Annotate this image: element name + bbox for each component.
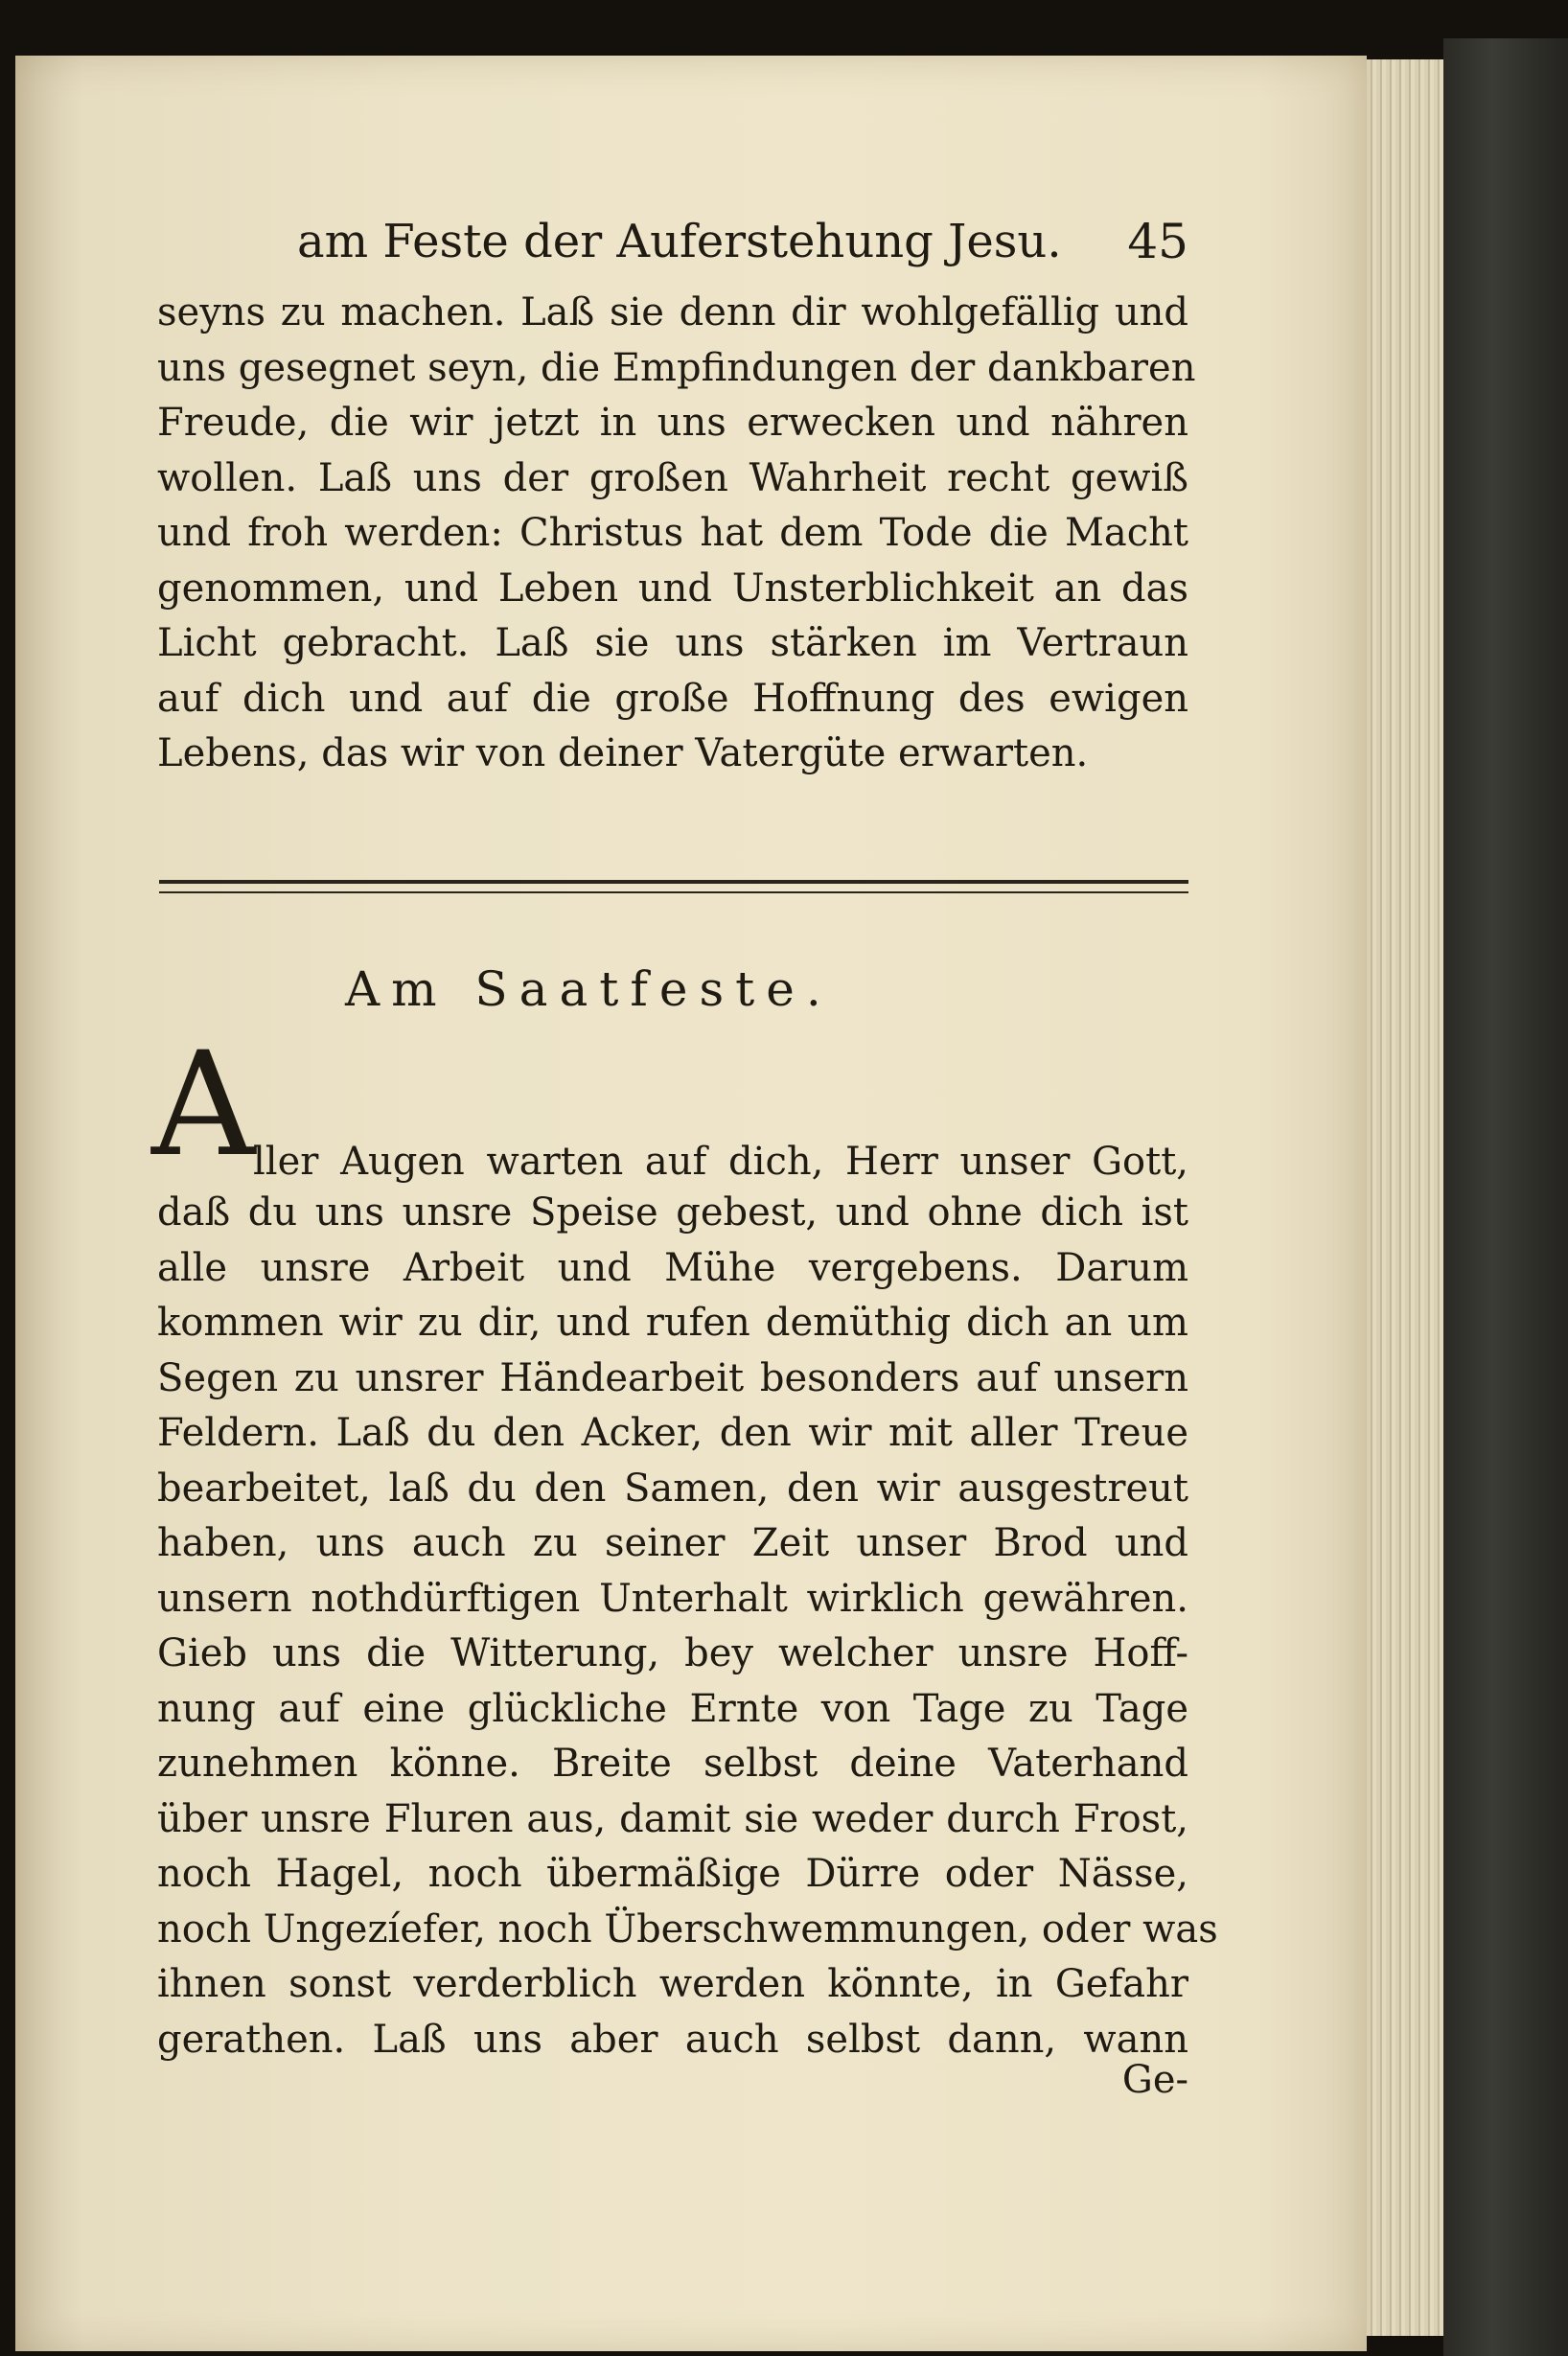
book-cover [1443, 38, 1568, 2356]
section-divider [159, 880, 1188, 893]
text-line: auf dich und auf die große Hoffnung des ewigen [157, 676, 1188, 721]
text-line: unsern nothdürftigen Unterhalt wirklich gewähren. [157, 1576, 1188, 1621]
page-edges [1367, 59, 1443, 2336]
text-line: bearbeitet, laß du den Samen, den wir ausgestreut [157, 1466, 1188, 1511]
text-line: genommen, und Leben und Unsterblichkeit an das [157, 566, 1188, 611]
text-line: gerathen. Laß uns aber auch selbst dann, wann [157, 2017, 1188, 2062]
text-line: Segen zu unsrer Händearbeit besonders auf unsern [157, 1355, 1188, 1400]
text-line: und froh werden: Christus hat dem Tode die Macht [157, 511, 1188, 555]
text-line: seyns zu machen. Laß sie denn dir wohlgefällig und [157, 290, 1188, 335]
text-line: Feldern. Laß du den Acker, den wir mit aller Treue [157, 1411, 1188, 1455]
text-line: alle unsre Arbeit und Mühe vergebens. Darum [157, 1245, 1188, 1290]
text-line: ller Augen warten auf dich, Herr unser Gott, [253, 1140, 1188, 1184]
catchword: Ge- [1121, 2058, 1188, 2102]
text-line: Lebens, das wir von deiner Vatergüte erwarten. [157, 731, 1089, 775]
prayer-first-line [253, 1135, 1188, 1190]
drop-cap-initial: A [151, 1022, 256, 1189]
text-line: noch Ungezíefer, noch Überschwemmungen, oder was [157, 1906, 1218, 1952]
page-number: 45 [1127, 214, 1188, 269]
text-line: Freude, die wir jetzt in uns erwecken und nähren [157, 401, 1188, 445]
prayer-ending-text [157, 286, 1196, 782]
section-title: Am Saatfeste. [345, 961, 833, 1017]
text-line: ihnen sonst verderblich werden könnte, in Gefahr [157, 1962, 1188, 2006]
text-line: noch Hagel, noch übermäßige Dürre oder Nässe, [157, 1852, 1188, 1896]
text-line: wollen. Laß uns der großen Wahrheit recht gewiß [157, 455, 1188, 500]
prayer-text [157, 1186, 1218, 2067]
running-title: am Feste der Auferstehung Jesu. [297, 215, 1062, 268]
text-line: über unsre Fluren aus, damit sie weder durch Frost, [157, 1796, 1188, 1841]
text-line: daß du uns unsre Speise gebest, und ohne dich ist [157, 1190, 1188, 1235]
text-line: haben, uns auch zu seiner Zeit unser Brod und [157, 1521, 1188, 1565]
text-line: uns gesegnet seyn, die Empfindungen der dankbaren [157, 345, 1196, 390]
text-line: zunehmen könne. Breite selbst deine Vaterhand [157, 1742, 1188, 1786]
text-line: Licht gebracht. Laß sie uns stärken im Vertraun [157, 621, 1188, 665]
text-line: kommen wir zu dir, und rufen demüthig dich an um [157, 1301, 1188, 1345]
text-line: nung auf eine glückliche Ernte von Tage zu Tage [157, 1686, 1188, 1731]
text-line: Gieb uns die Witterung, bey welcher unsre Hoff- [157, 1631, 1188, 1675]
page-header [268, 213, 1188, 280]
